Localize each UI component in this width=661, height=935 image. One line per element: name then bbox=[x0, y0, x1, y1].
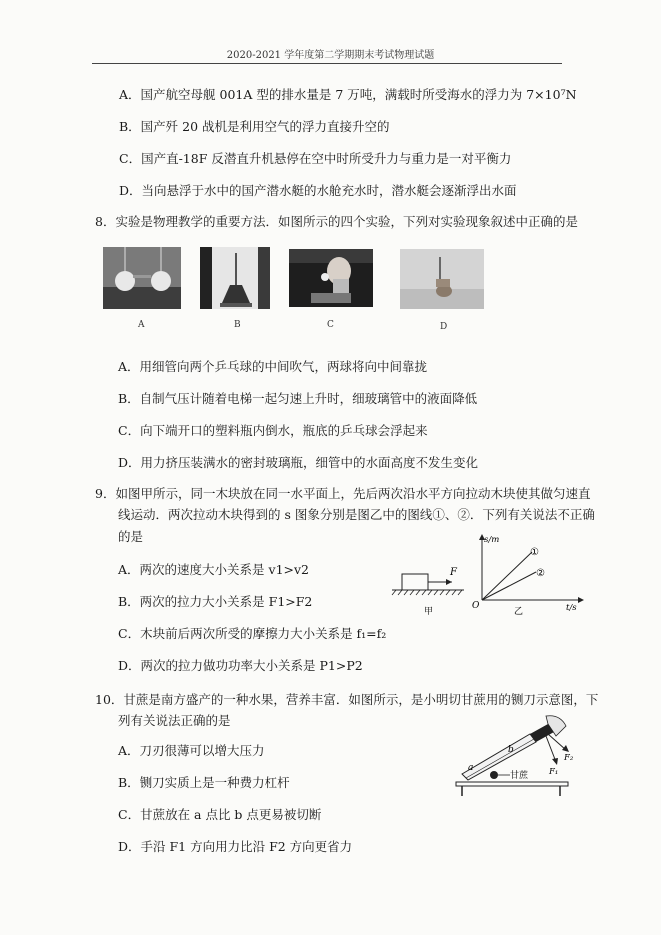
q8-stem: 8．实验是物理教学的重要方法．如图所示的四个实验，下列对实验现象叙述中正确的是 bbox=[95, 214, 578, 229]
photo-caption-d: D bbox=[440, 322, 448, 332]
header-rule bbox=[92, 63, 562, 64]
q8-option-a: A．用细管向两个乒乓球的中间吹气，两球将向中间靠拢 bbox=[118, 359, 428, 374]
figure-sugarcane-cutter bbox=[448, 712, 578, 802]
line-2-label: ② bbox=[536, 568, 545, 579]
q10-stem-line-1: 10．甘蔗是南方盛产的一种水果，营养丰富．如图所示，是小明切甘蔗用的铡刀示意图，下 bbox=[95, 692, 599, 707]
q8-option-c: C．向下端开口的塑料瓶内倒水，瓶底的乒乓球会浮起来 bbox=[118, 423, 428, 438]
q9-stem-line-1: 9．如图甲所示，同一木块放在同一水平面上，先后两次沿水平方向拉动木块使其做匀速直 bbox=[95, 486, 591, 501]
q9-option-d: D．两次的拉力做功功率大小关系是 P1>P2 bbox=[118, 658, 363, 673]
origin-label: O bbox=[472, 601, 480, 611]
q8-option-b: B．自制气压计随着电梯一起匀速上升时，细玻璃管中的液面降低 bbox=[118, 391, 478, 406]
q9-option-c: C．木块前后两次所受的摩擦力大小关系是 f₁=f₂ bbox=[118, 626, 387, 641]
q7-option-a: A．国产航空母舰 001A 型的排水量是 7 万吨，满载时所受海水的浮力为 7×10⁷N bbox=[119, 87, 577, 102]
q10-option-c: C．甘蔗放在 a 点比 b 点更易被切断 bbox=[118, 807, 322, 822]
q7-option-c: C．国产直-18F 反潜直升机悬停在空中时所受升力与重力是一对平衡力 bbox=[119, 151, 512, 166]
figure-st-graph bbox=[470, 530, 590, 620]
force-f1-label: F₁ bbox=[549, 767, 559, 777]
q10-option-d: D．手沿 F1 方向用力比沿 F2 方向更省力 bbox=[118, 839, 353, 854]
q9-stem-line-2: 线运动．两次拉动木块得到的 s 图象分别是图乙中的图线①、②．下列有关说法不正确 bbox=[118, 507, 595, 522]
photo-caption-b: B bbox=[234, 320, 241, 330]
q7-option-b: B．国产歼 20 战机是利用空气的浮力直接升空的 bbox=[119, 119, 390, 134]
q10-option-b: B．铡刀实质上是一种费力杠杆 bbox=[118, 775, 290, 790]
sugarcane-label: 甘蔗 bbox=[510, 771, 529, 781]
q10-option-a: A．刀刃很薄可以增大压力 bbox=[118, 743, 265, 758]
photo-ping-pong-balls bbox=[103, 247, 181, 309]
q8-option-d: D．用力挤压装满水的密封玻璃瓶，细管中的水面高度不发生变化 bbox=[118, 455, 479, 470]
q10-stem-line-2: 列有关说法正确的是 bbox=[118, 713, 231, 728]
force-f2-label: F₂ bbox=[564, 753, 574, 763]
q9-option-a: A．两次的速度大小关系是 v1>v2 bbox=[118, 562, 310, 577]
x-axis-label: t/s bbox=[566, 603, 577, 613]
photo-caption-a: A bbox=[138, 320, 145, 330]
photo-barometer-flask bbox=[200, 247, 270, 309]
photo-squeeze-bottle bbox=[400, 249, 484, 309]
point-b-label: b bbox=[508, 745, 514, 755]
line-1-label: ① bbox=[530, 547, 539, 558]
q9-stem-line-3: 的是 bbox=[118, 529, 144, 544]
force-label-f: F bbox=[450, 567, 457, 578]
photo-caption-c: C bbox=[327, 320, 334, 330]
figure-block-pulled bbox=[390, 560, 470, 620]
point-a-label: a bbox=[468, 763, 474, 773]
y-axis-label: s/m bbox=[484, 535, 500, 545]
figure-caption-yi: 乙 bbox=[514, 607, 524, 617]
figure-caption-jia: 甲 bbox=[424, 607, 434, 617]
page-header: 2020-2021 学年度第二学期期末考试物理试题 bbox=[226, 50, 435, 61]
q7-option-d: D．当向悬浮于水中的国产潜水艇的水舱充水时，潜水艇会逐渐浮出水面 bbox=[119, 183, 517, 198]
photo-bottle-ping-pong bbox=[289, 249, 373, 307]
q9-option-b: B．两次的拉力大小关系是 F1>F2 bbox=[118, 594, 313, 609]
